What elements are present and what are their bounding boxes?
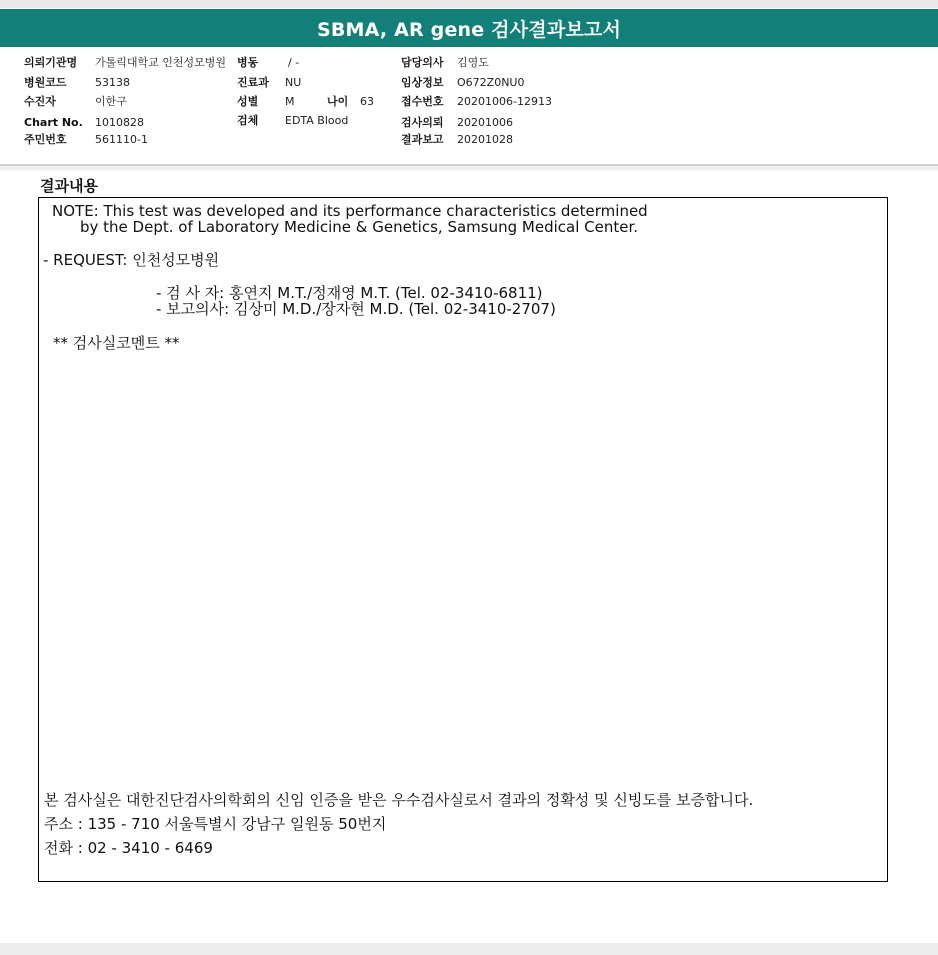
label-requesting-institution: 의뢰기관명 [24, 56, 78, 69]
bottom-strip [0, 943, 938, 955]
header-divider-shadow [0, 166, 938, 170]
lab-address: 주소 : 135 - 710 서울특별시 강남구 일원동 50번지 [44, 815, 387, 833]
value-ward: / - [288, 56, 300, 69]
value-patient: 이한구 [95, 95, 127, 108]
certification-statement: 본 검사실은 대한진단검사의학회의 신임 인증을 받은 우수검사실로서 결과의 정확성 및 신빙도를 보증합니다. [44, 791, 754, 809]
value-resident-no: 561110-1 [95, 133, 148, 146]
value-accession-no: 20201006-12913 [457, 95, 552, 108]
label-request-date: 검사의뢰 [401, 116, 444, 129]
label-sex: 성별 [237, 95, 259, 108]
results-section-title: 결과내용 [40, 177, 98, 195]
value-request-date: 20201006 [457, 116, 513, 129]
label-patient: 수진자 [24, 95, 56, 108]
top-strip [0, 0, 938, 8]
value-specimen: EDTA Blood [285, 114, 349, 127]
examiner-line: - 검 사 자: 홍연지 M.T./정재영 M.T. (Tel. 02-3410-6811) [156, 284, 543, 302]
note-line-1: NOTE: This test was developed and its performance characteristics determined [52, 202, 648, 220]
label-chart-no: Chart No. [24, 116, 83, 129]
value-age: 63 [360, 95, 374, 108]
value-requesting-institution: 가톨릭대학교 인천성모병원 [95, 56, 227, 69]
request-line: - REQUEST: 인천성모병원 [43, 251, 220, 269]
label-ward: 병동 [237, 56, 259, 69]
value-sex: M [285, 95, 295, 108]
label-department: 진료과 [237, 76, 269, 89]
label-age: 나이 [327, 95, 349, 108]
value-department: NU [285, 76, 302, 89]
results-box [38, 197, 888, 882]
note-line-2: by the Dept. of Laboratory Medicine & Genetics, Samsung Medical Center. [80, 218, 639, 236]
label-physician: 담당의사 [401, 56, 444, 69]
lab-comment-heading: ** 검사실코멘트 ** [53, 334, 180, 352]
value-clinical-info: O672Z0NU0 [457, 76, 525, 89]
lab-phone: 전화 : 02 - 3410 - 6469 [44, 839, 213, 857]
label-hospital-code: 병원코드 [24, 76, 67, 89]
label-specimen: 검체 [237, 114, 259, 127]
reporter-line: - 보고의사: 김상미 M.D./장자현 M.D. (Tel. 02-3410-2707) [156, 300, 556, 318]
label-resident-no: 주민번호 [24, 133, 67, 146]
value-report-date: 20201028 [457, 133, 513, 146]
value-chart-no: 1010828 [95, 116, 144, 129]
label-report-date: 결과보고 [401, 133, 444, 146]
value-physician: 김영도 [457, 56, 489, 69]
label-accession-no: 접수번호 [401, 95, 444, 108]
report-title: SBMA, AR gene 검사결과보고서 [0, 9, 938, 47]
value-hospital-code: 53138 [95, 76, 130, 89]
label-clinical-info: 임상정보 [401, 76, 444, 89]
